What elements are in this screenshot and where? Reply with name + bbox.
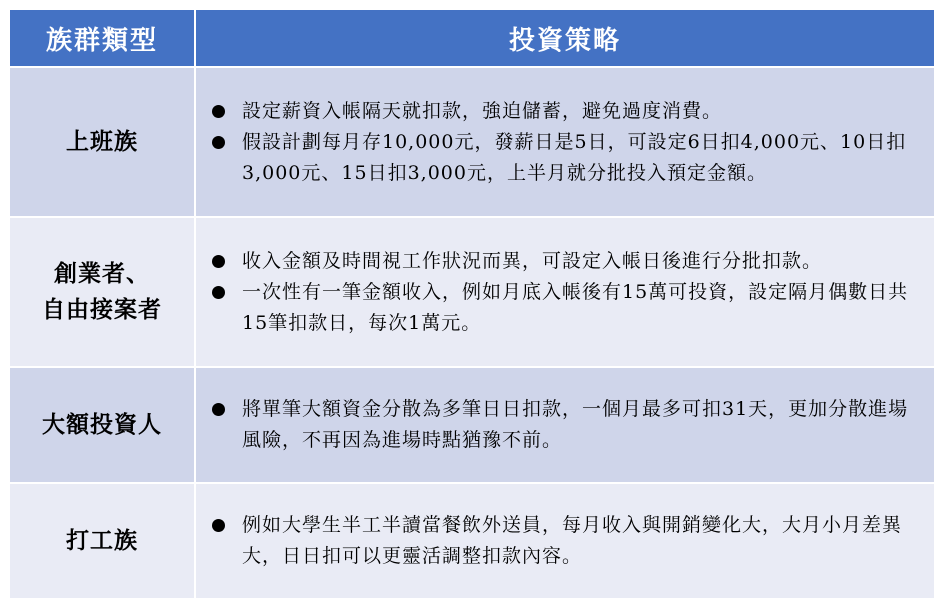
- strategy-cell: [195, 483, 935, 599]
- strategy-bullet-item: [206, 96, 920, 127]
- group-cell: [9, 483, 195, 599]
- strategy-text: 假設計劃每月存10,000元，發薪日是5日，可設定6日扣4,000元、10日扣3,000元、15日扣3,000元，上半月就分批投入預定金額。: [242, 130, 907, 184]
- strategy-bullet-item: [206, 127, 920, 189]
- table-row-freelancer: [9, 217, 935, 367]
- group-label: 上班族: [66, 128, 138, 155]
- strategy-text: 收入金額及時間視工作狀況而異，可設定入帳日後進行分批扣款。: [242, 249, 823, 272]
- strategy-text: 例如大學生半工半讀當餐飲外送員，每月收入與開銷變化大，大月小月差異大，日日扣可以更靈活調整扣款內容。: [242, 514, 903, 567]
- header-group-type: 族群類型: [9, 9, 195, 67]
- strategy-text: 一次性有一筆金額收入，例如月底入帳後有15萬可投資，設定隔月偶數日共15筆扣款日，每次1萬元。: [242, 280, 909, 334]
- strategy-list: [206, 510, 920, 572]
- investment-strategy-table: [8, 8, 934, 598]
- group-label: 打工族: [66, 527, 138, 554]
- bullet-dot-icon: [212, 105, 225, 118]
- group-cell: [9, 217, 195, 367]
- group-cell: [9, 367, 195, 483]
- group-label: 自由接案者: [42, 296, 162, 323]
- bullet-dot-icon: [212, 255, 225, 268]
- bullet-dot-icon: [212, 286, 225, 299]
- strategy-bullet-item: [206, 510, 920, 572]
- strategy-list: [206, 394, 920, 456]
- group-label: 創業者、: [54, 260, 150, 287]
- group-label: 大額投資人: [42, 411, 162, 438]
- header-investment-strategy: 投資策略: [195, 9, 935, 67]
- group-cell: [9, 67, 195, 217]
- bullet-dot-icon: [212, 403, 225, 416]
- strategy-list: [206, 96, 920, 189]
- strategy-table: [8, 8, 936, 600]
- strategy-bullet-item: [206, 394, 920, 456]
- strategy-cell: [195, 217, 935, 367]
- strategy-cell: [195, 367, 935, 483]
- bullet-dot-icon: [212, 136, 225, 149]
- bullet-dot-icon: [212, 519, 225, 532]
- table-row-office-worker: [9, 67, 935, 217]
- strategy-cell: [195, 67, 935, 217]
- strategy-text: 將單筆大額資金分散為多筆日日扣款，一個月最多可扣31天，更加分散進場風險，不再因為進場時點猶豫不前。: [242, 398, 909, 451]
- strategy-text: 設定薪資入帳隔天就扣款，強迫儲蓄，避免過度消費。: [242, 99, 723, 122]
- strategy-list: [206, 246, 920, 339]
- strategy-bullet-item: [206, 277, 920, 339]
- table-row-large-investor: [9, 367, 935, 483]
- strategy-bullet-item: [206, 246, 920, 277]
- header-row: [9, 9, 935, 67]
- table-row-part-timer: [9, 483, 935, 599]
